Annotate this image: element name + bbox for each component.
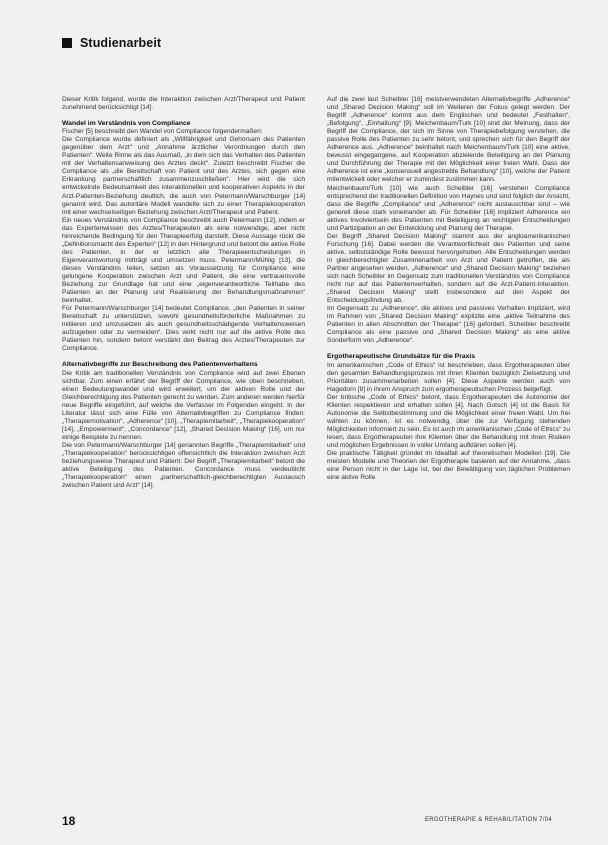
paragraph: Die praktische Tätigkeit gründet im Idealfall auf theoretischen Modellen [19]. Die meisten Modelle und Theorien der Ergotherapie basieren auf der Annahme, „dass eine Person nicht in der Lage ist, bei der Bewältigung von täglichen Problemen eine aktive Rolle xyxy=(327,450,570,482)
paragraph: Der britische „Code of Ethics“ betont, dass Ergotherapeuten die Autonomie der Klienten respektieren und erhalten sollen [4]. Nach Gotsch [4] ist die Basis für Autonomie die Selbstbestimmung und die Möglichkeit einer freien Wahl. Um frei wählen zu können, ist es notwendig, über die zur Verfügung stehenden Möglichkeiten informiert zu sein. Es ist auch im amerikanischen „Code of Ethics“ zu lesen, dass Ergotherapeuten ihre Klienten über die Behandlung mit ihren Risiken und möglichen Ergebnissen in voller Umfang aufklären sollen [4]. xyxy=(327,393,570,449)
paragraph: Ein neues Verständnis von Compliance beschreibt auch Petermann [12], indem er das Expertenwissen des Arztes/Therapeuten als eine notwendige, aber nicht hinreichende Bedingung für den Therapieerfolg darstellt. Diese Aussage rückt die „Definitionsmacht des Experten“ [12] in den Hintergrund und betont die aktive Rolle des Patienten, in der er letztlich alle Therapieentscheidungen in Eigenverantwortung mitträgt und umsetzen muss. Petermann/Mühlig [13], die dieses Verständnis teilen, setzen als Voraussetzung für Compliance eine gelungene Kooperation zwischen Arzt und Patient, die eine vertrauensvolle Beziehung zur Grundlage hat und eine „eigenverantwortliche Teilhabe des Patienten an der Planung und Realisierung der Behandlungsmaßnahmen“ beinhaltet. xyxy=(62,216,305,305)
paragraph: Im amerikanischen „Code of Ethics“ ist beschrieben, dass Ergotherapeuten über den gesamten Behandlungsprozess mit ihren Klienten bezüglich Zielsetzung und Prioritäten zusammenarbeiten sollen [4]. Diese Aspekte werden auch von Hagedorn [8] in ihrem Anspruch zum ergotherapeutischen Prozess beigefügt. xyxy=(327,361,570,393)
page-number: 18 xyxy=(62,814,76,828)
right-column xyxy=(327,96,570,482)
paragraph: Meichenbaum/Turk [10] wie auch Scheibler [16] verstehen Compliance entsprechend der traditionellen Definition von Haynes und sind folglich der Ansicht, dass die Begriffe „Compliance“ und „Adherence“ nicht austauschbar sind – wie generell diese stark voneinander ab. Für Scheibler [16] impliziert Adherence ein aktives Involviertsein des Patienten mit Beteiligung an wichtigen Entscheidungen und Partizipation an der Entwicklung und Planung der Therapie. xyxy=(327,184,570,232)
paragraph: Auf die zwei laut Scheibler [16] meistverwendeten Alternativbegriffe „Adherence“ und „Shared Decision Making“ soll im Weiteren der Fokus gelegt werden. Der Begriff „Adherence“ kommt aus dem Englischen und bedeutet „Festhalten“, „Befolgung“, „Einhaltung“ [9]. Meichenbaum/Turk [10] sind der Meinung, dass der Begriff der Compliance, der sich im Sinne von Therapiebefolgung verstehen, die passive Rolle des Patienten zu sehr betont, und sprechen sich für den Begriff der Adherence aus. „Adherence“ beinhaltet nach Meichenbaum/Turk [10] eine aktive, bewusst eingegangene, auf Kooperation abzielende Beteiligung an der Planung und Durchführung der Therapie mit der Möglichkeit einer freien Wahl. Dass der Adherence ist eine „konsensuell angestrebte Behandlung“ [10], welche der Patient mitentwickelt oder welcher er zumindest zustimmen kann. xyxy=(327,96,570,184)
paragraph: Der Begriff „Shared Decision Making“ stammt aus der angloamerikanischen Forschung [16]. Dabei werden die Verantwortlichkeit des Patienten und seine aktive, selbstständige Rolle bewusst hervorgehoben. Alle Entscheidungen werden in gleichberechtigter Zusammenarbeit von Arzt und Patient getroffen, die als Partner angesehen werden. „Adherence“ und „Shared Decision Making“ beziehen sich nach Scheibler im Gegensatz zum traditionellen Verständnis von Compliance nicht nur auf das Patientenverhalten, sondern auf die Arzt-Patient-Interaktion. „Shared Decision Making“ stellt insbesondere auf den Aspekt der Entscheidungsfindung ab. xyxy=(327,232,570,305)
heading-ergotherapy-principles: Ergotherapeutische Grundsätze für die Praxis xyxy=(327,353,476,361)
paragraph: Im Gegensatz zu „Adherence“, die aktives und passives Verhalten impliziert, wird im Rahmen von „Shared Decision Making“ explizite eine „aktive Teilnahme des Patienten in allen Abschnitten der Therapie“ [16] gefordert. Scheibler beschreibt Compliance als eine passive und „Shared Decision Making“ als eine aktive Sonderform von „Adherence“. xyxy=(327,305,570,345)
section-header xyxy=(62,36,161,50)
paragraph: Die Kritik am traditionellen Verständnis von Compliance wird auf zwei Ebenen sichtbar. Zum einen erfährt der Begriff der Compliance, wie oben beschrieben, einen Bedeutungswandel und wird erweitert, um der aktiven Rolle und der Gleichberechtigung des Patienten gerecht zu werden. Zum anderen werden hierfür neue Begriffe eingeführt, auf welche die Verfasser im Folgenden eingeht. In der Literatur lässt sich eine Fülle von Alternativbegriffen zu Compliance finden: „Therapiemotivation“, „Adherence“ [10], „Therapiemitarbeit“, „Therapiekooperation“ [14], „Empowerment“, „Concordance“ [12], „Shared Decision Making“ [16], um nur einige Beispiele zu nennen. xyxy=(62,369,305,441)
paragraph: Die Compliance wurde definiert als „Willfährigkeit und Gehorsam des Patienten gegenüber dem Arzt“ und „Annahme ärztlicher Verordnungen durch den Patienten“. Weite Rinne als das Ausmaß, „in dem sich das Verhalten des Patienten mit der Verhaltensanweisung des Arztes deckt“. Zuletzt beschreibt Fischer die Compliance als „die Bereitschaft von Patient und des Arztes, sich gegen eine Erkrankung partnerschaftlich zusammenzuschließen“. Hier wird die sich entwickelnde Bedeutsamkeit des interaktionellen und kooperativen Aspekts in der Arzt-Patienten-Beziehung deutlich, die auch von Petermann/Warschburger [14] genannt wird. Das autoritäre Modell wandelte sich zu einer Therapiekooperation mit einer wechselseitigen Beziehung zwischen Arzt/Therapeut und Patient. xyxy=(62,136,305,216)
left-column xyxy=(62,96,305,490)
paragraph: Fischer [5] beschreibt den Wandel von Compliance folgendermaßen: xyxy=(62,128,263,136)
section-marker-square xyxy=(62,38,72,48)
heading-alternative-terms: Alternativbegriffe zur Beschreibung des Patientenverhaltens xyxy=(62,361,258,369)
heading-compliance-change: Wandel im Verständnis von Compliance xyxy=(62,120,191,128)
section-title: Studienarbeit xyxy=(80,36,162,50)
paragraph: Für Petermann/Warschburger [14] bedeutet Compliance, „den Patienten in seiner Bereitschaft zu unterstützen, sowohl gesundheitsförderliche Maßnahmen zu initiieren und umzusetzen als auch gesundheitsschädigende Verhaltensweisen aufzugeben oder zu vermeiden“. Dies wirkt nicht nur auf die aktive Rolle des Patienten hin, sondern betont verstärkt den Beitrag des Arztes/Therapeuten zur Compliance. xyxy=(62,305,305,353)
intro-paragraph: Dieser Kritik folgend, wurde die Interaktion zwischen Arzt/Therapeut und Patient zunehmend berücksichtigt [14]. xyxy=(62,96,305,112)
journal-name: ERGOTHERAPIE & REHABILITATION 7/04 xyxy=(424,817,552,823)
paragraph: Die von Petermann/Warschburger [14] genannten Begriffe „Therapiemitarbeit“ und „Therapiekooperation“ berücksichtigen offensichtlich die Interaktion zwischen Arzt beziehungsweise Therapeut und Patient. Der Begriff „Therapiemitarbeit“ betont die aktive Beteiligung des Patienten. Concordance muss verdeutlicht „Therapiekooperation“ einen „partnerschaftlich-gleichberechtigten Austausch zwischen Patient und Arzt“ [14]. xyxy=(62,441,305,490)
